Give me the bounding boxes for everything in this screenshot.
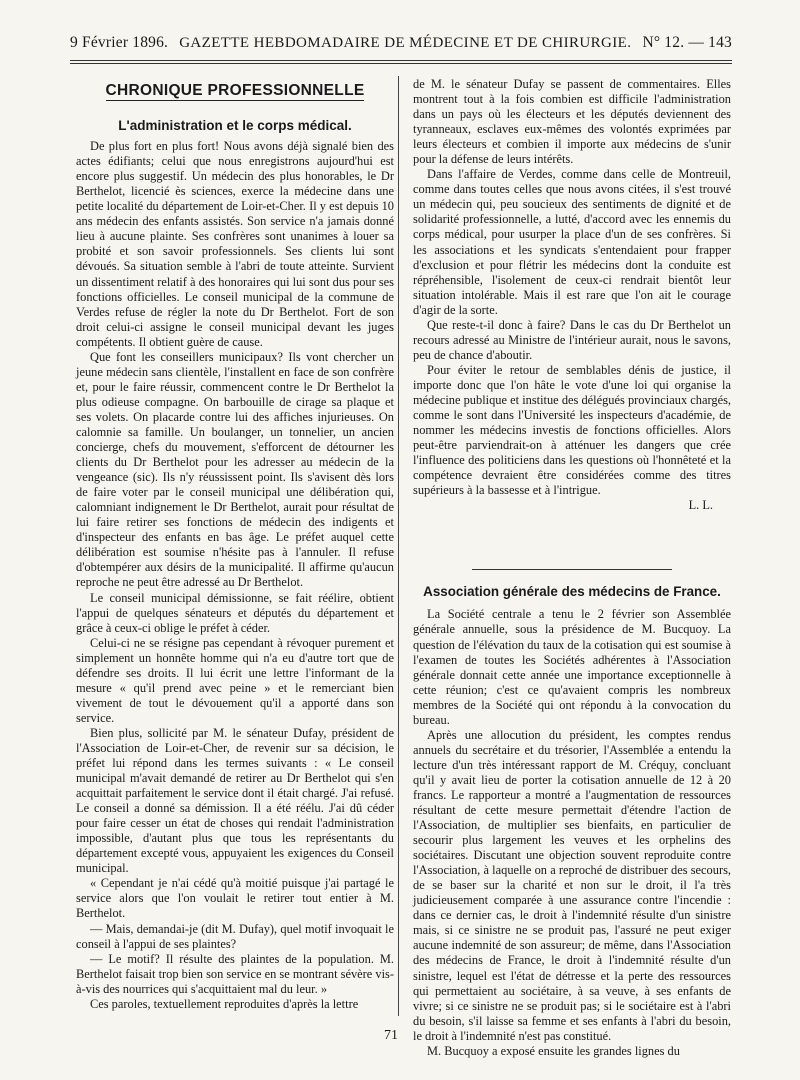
header-rule-2 — [70, 63, 732, 64]
paragraph: — Le motif? Il résulte des plaintes de la population. M. Berthelot faisait trop bien son service en se montrant sévère vis-à-vis des nourrices qui s'acquittaient mal du leur. » — [76, 951, 394, 996]
paragraph: de M. le sénateur Dufay se passent de commentaires. Elles montrent tout à la fois combien est difficile l'administration dans un pays où les électeurs et les députés deviennent des tyranneaux, esclaves eux-mêmes des volontés exprimées par leurs électeurs et combien il importe aux médecins de s'unir pour la défense de leurs intérêts. — [413, 77, 731, 167]
paragraph: De plus fort en plus fort! Nous avons déjà signalé bien des actes édifiants; celui que nous enregistrons aujourd'hui est encore plus suggestif. Un médecin des plus honorables, le Dr Berthelot, licencié ès sciences, exerce la médecine dans une petite localité du département de Loir-et-Cher. Il y est depuis 10 ans médecin des enfants assistés. Son service n'a jamais donné lieu à aucune plainte. Ses confrères sont unanimes à louer sa probité et son savoir professionnels. Ses clients lui sont dévoués. Sa situation semble à l'abri de toute atteinte. Survient un dissentiment relatif à des honoraires qui lui sont dus pour ses fonctions officielles. Le conseil municipal de la commune de Verdes refuse de régler la note du Dr Berthelot. Fort de son droit celui-ci assigne le conseil municipal devant les juges compétents. Il obtient guère de cause. — [76, 139, 394, 349]
issue-date: 9 Février 1896. — [70, 34, 169, 51]
page-number: 71 — [384, 1028, 398, 1043]
paragraph: Bien plus, sollicité par M. le sénateur Dufay, président de l'Association de Loir-et-Cher, de revenir sur sa décision, le préfet lui répond dans les termes suivants : « Le conseil municipal m'avait demandé de retirer au Dr Berthelot qui s'en acquittait parfaitement le service dont il était chargé. J'ai refusé. Le conseil a donné sa démission. Il a été réélu. J'ai dû céder pour faire cesser un état de choses qui rendait l'administration impossible, d'autant plus que tous les représentants du département excepté vous, appuyaient les exigences du Conseil municipal. — [76, 725, 394, 876]
paragraph: Pour éviter le retour de semblables dénis de justice, il importe donc que l'on hâte le vote d'une loi qui organise la médecine publique et institue des délégués provinciaux chargés, comme le sont dans l'Université les inspecteurs d'académie, de nommer les médecins investis de fonctions officielles. Alors peut-être parviendrait-on à atténuer les dangers que crée l'influence des politiciens dans les questions où l'honnêteté et la compétence devraient être considérées comme des titres supérieurs à la bassesse et à l'intrigue. — [413, 362, 731, 498]
paragraph: Dans l'affaire de Verdes, comme dans celle de Montreuil, comme dans toutes celles que nous avons citées, il s'est trouvé un médecin qui, peu soucieux des sentiments de dignité et de solidarité professionnelle, a lutté, d'accord avec les ennemis du corps médical, pour usurper la place d'un de ses confrères. Si les associations et les syndicats s'entendaient pour frapper d'exclusion et pour flétrir les médecins dont la conduite est répréhensible, l'isolement de ceux-ci rendrait bientôt leur situation intolérable. Mais il est rare que l'on ait le courage d'agir de la sorte. — [413, 167, 731, 317]
paragraph: Ces paroles, textuellement reproduites d'après la lettre — [90, 996, 359, 1011]
issue-and-page: N° 12. — 143 — [642, 34, 732, 51]
left-column — [76, 77, 394, 1012]
paragraph: La Société centrale a tenu le 2 février son Assemblée générale annuelle, sous la présidence de M. Bucquoy. La question de l'élévation du taux de la cotisation qui est soumise à l'examen de toutes les Sociétés adhérentes à l'Association générale donnait cette année une importance exceptionnelle à cette réunion; c'est ce qu'avaient compris les nombreux membres de la Société qui ont répondu à la convocation du bureau. — [413, 607, 731, 727]
paragraph: Après une allocution du président, les comptes rendus annuels du secrétaire et du trésorier, l'Assemblée a entendu la lecture d'un très intéressant rapport de M. Créquy, concluant qu'il y avait lieu de porter la cotisation annuelle de 12 à 20 francs. Le rapporteur a montré a l'augmentation de ressources résultant de cette mesure permettait d'étendre l'action de l'Association, de multiplier ses bienfaits, en particulier de secourir plus largement les veuves et les orphelins des sociétaires. Discutant une objection souvent reproduite contre l'Association, à laquelle on a reproché de distribuer des secours, de se baser sur la charité et non sur le droit, il l'a très judicieusement comparée à une assurance contre l'incendie : dans ce dernier cas, le droit à l'indemnité résulte d'un sinistre mais, si ce sinistre ne se produit pas, l'assuré ne peut exiger aucune indemnité de son assureur; de même, dans l'Association des médecins de France, le droit à l'indemnité résulte d'un sinistre, lequel est l'état de détresse et la perte des ressources qui permettaient au sociétaire, à sa veuve, à ses enfants de vivre; si ce sinistre ne se produit pas; si le sociétaire est à l'abri du besoin, s'il laisse sa femme et ses enfants à l'abri du besoin, le droit à l'indemnité n'est pas constitué. — [413, 727, 731, 1043]
section-separator — [472, 569, 672, 570]
paragraph: Que font les conseillers municipaux? Ils vont chercher un jeune médecin sans clientèle, l'installent en face de son confrère et, pour le faire réussir, commencent contre le Dr Berthelot la plus odieuse compagne. On barbouille de cirage sa plaque et ses volets. On placarde contre lui des affiches injurieuses. On calomnie sa famille. Un boulanger, un tonnelier, un ancien concierge, chefs du mouvement, s'efforcent de détourner les clients du Dr Berthelot pour les adresser au médecin de la vengeance (sic). Ils n'y réussissent point. Ils s'avisent dès lors de faire voter par le conseil municipal une délibération qui, calomniant indignement le Dr Berthelot, aurait pour résultat de lui faire retirer ses fonctions de médecin des indigents et d'inspecteur des enfants en bas âge. Le préfet auquel cette délibération est soumise n'hésite pas à l'annuler. Il refuse d'obtempérer aux désirs de la municipalité. Il affirme qu'aucun reproche ne peut être adressé au Dr Berthelot. — [76, 349, 394, 590]
article-title: L'administration et le corps médical. — [118, 118, 352, 134]
paragraph: « Cependant je n'ai cédé qu'à moitié puisque j'ai partagé le service alors que l'on voulait le retirer tout entier à M. Berthelot. — [76, 876, 394, 921]
paragraph: Celui-ci ne se résigne pas cependant à révoquer purement et simplement un honnête homme qui n'a eu d'autre tort que de défendre ses droits. Il lui écrit une lettre l'informant de la mesure « qu'il prend avec peine » et le remerciant bien vivement de tout le dévouement qu'il a apporté dans son service. — [76, 635, 394, 725]
section-heading: CHRONIQUE PROFESSIONNELLE — [105, 82, 365, 99]
paragraph: Le conseil municipal démissionne, se fait réélire, obtient l'appui de quelques sénateurs et députés du département et grâce à ceux-ci oblige le préfet à céder. — [76, 590, 394, 635]
signature: L. L. — [688, 498, 713, 513]
running-header — [70, 34, 732, 52]
header-rule — [70, 60, 732, 61]
column-divider — [398, 76, 399, 1016]
journal-title: GAZETTE HEBDOMADAIRE DE MÉDECINE ET DE CHIRURGIE. — [179, 35, 632, 51]
paragraph: — Mais, demandai-je (dit M. Dufay), quel motif invoquait le conseil à l'appui de ses plaintes? — [76, 921, 394, 951]
paragraph: Que reste-t-il donc à faire? Dans le cas du Dr Berthelot un recours adressé au Ministre de l'intérieur aurait, nous le savons, peu de chance d'aboutir. — [413, 317, 731, 362]
article-title: Association générale des médecins de France. — [423, 584, 721, 600]
signature-line — [413, 498, 731, 513]
paragraph: M. Bucquoy a exposé ensuite les grandes lignes du — [427, 1043, 680, 1058]
right-column — [413, 77, 731, 1059]
